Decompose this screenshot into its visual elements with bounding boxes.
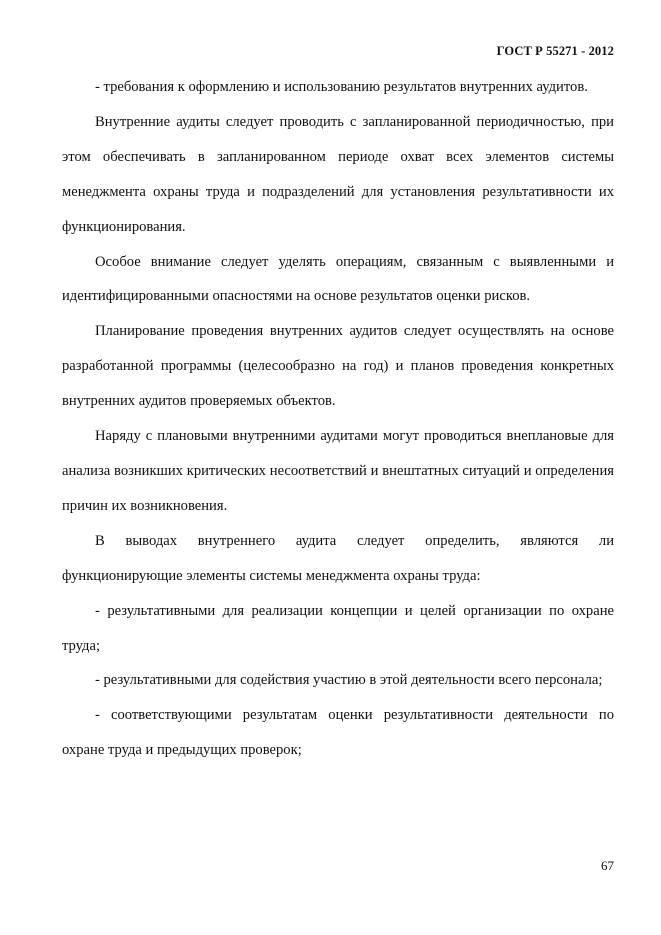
paragraph-internal-audit-frequency: Внутренние аудиты следует проводить с запланированной периодичностью, при этом обеспечивать в запланированном периоде охват всех элементов системы менеджмента охраны труда и подразделений для установления результативности их функционирования. bbox=[62, 113, 614, 235]
page-number: 67 bbox=[601, 858, 614, 873]
paragraph-audit-requirements-item: - требования к оформлению и использованию результатов внутренних аудитов. bbox=[95, 79, 588, 95]
paragraph-unplanned-audits: Наряду с плановыми внутренними аудитами могут проводиться внеплановые для анализа возникших критических несоответствий и внештатных ситуаций и определения причин их возникновения. bbox=[62, 428, 614, 514]
standard-header: ГОСТ Р 55271 - 2012 bbox=[496, 44, 614, 58]
paragraph-hazard-attention: Особое внимание следует уделять операциям, связанным с выявленными и идентифицированными опасностями на основе результатов оценки рисков. bbox=[62, 253, 614, 305]
list-item-policy-effectiveness: - результативными для реализации концепции и целей организации по охране труда; bbox=[62, 602, 614, 654]
paragraph-audit-conclusions: В выводах внутреннего аудита следует определить, являются ли функционирующие элементы системы менеджмента охраны труда: bbox=[62, 532, 614, 584]
list-item-risk-assessment-compliance: - соответствующими результатам оценки результативности деятельности по охране труда и предыдущих проверок; bbox=[62, 707, 614, 759]
list-item-staff-participation: - результативными для содействия участию в этой деятельности всего персонала; bbox=[95, 672, 603, 689]
document-body bbox=[62, 70, 614, 768]
paragraph-audit-planning: Планирование проведения внутренних аудитов следует осуществлять на основе разработанной программы (целесообразно на год) и планов проведения конкретных внутренних аудитов проверяемых объектов. bbox=[62, 323, 614, 410]
